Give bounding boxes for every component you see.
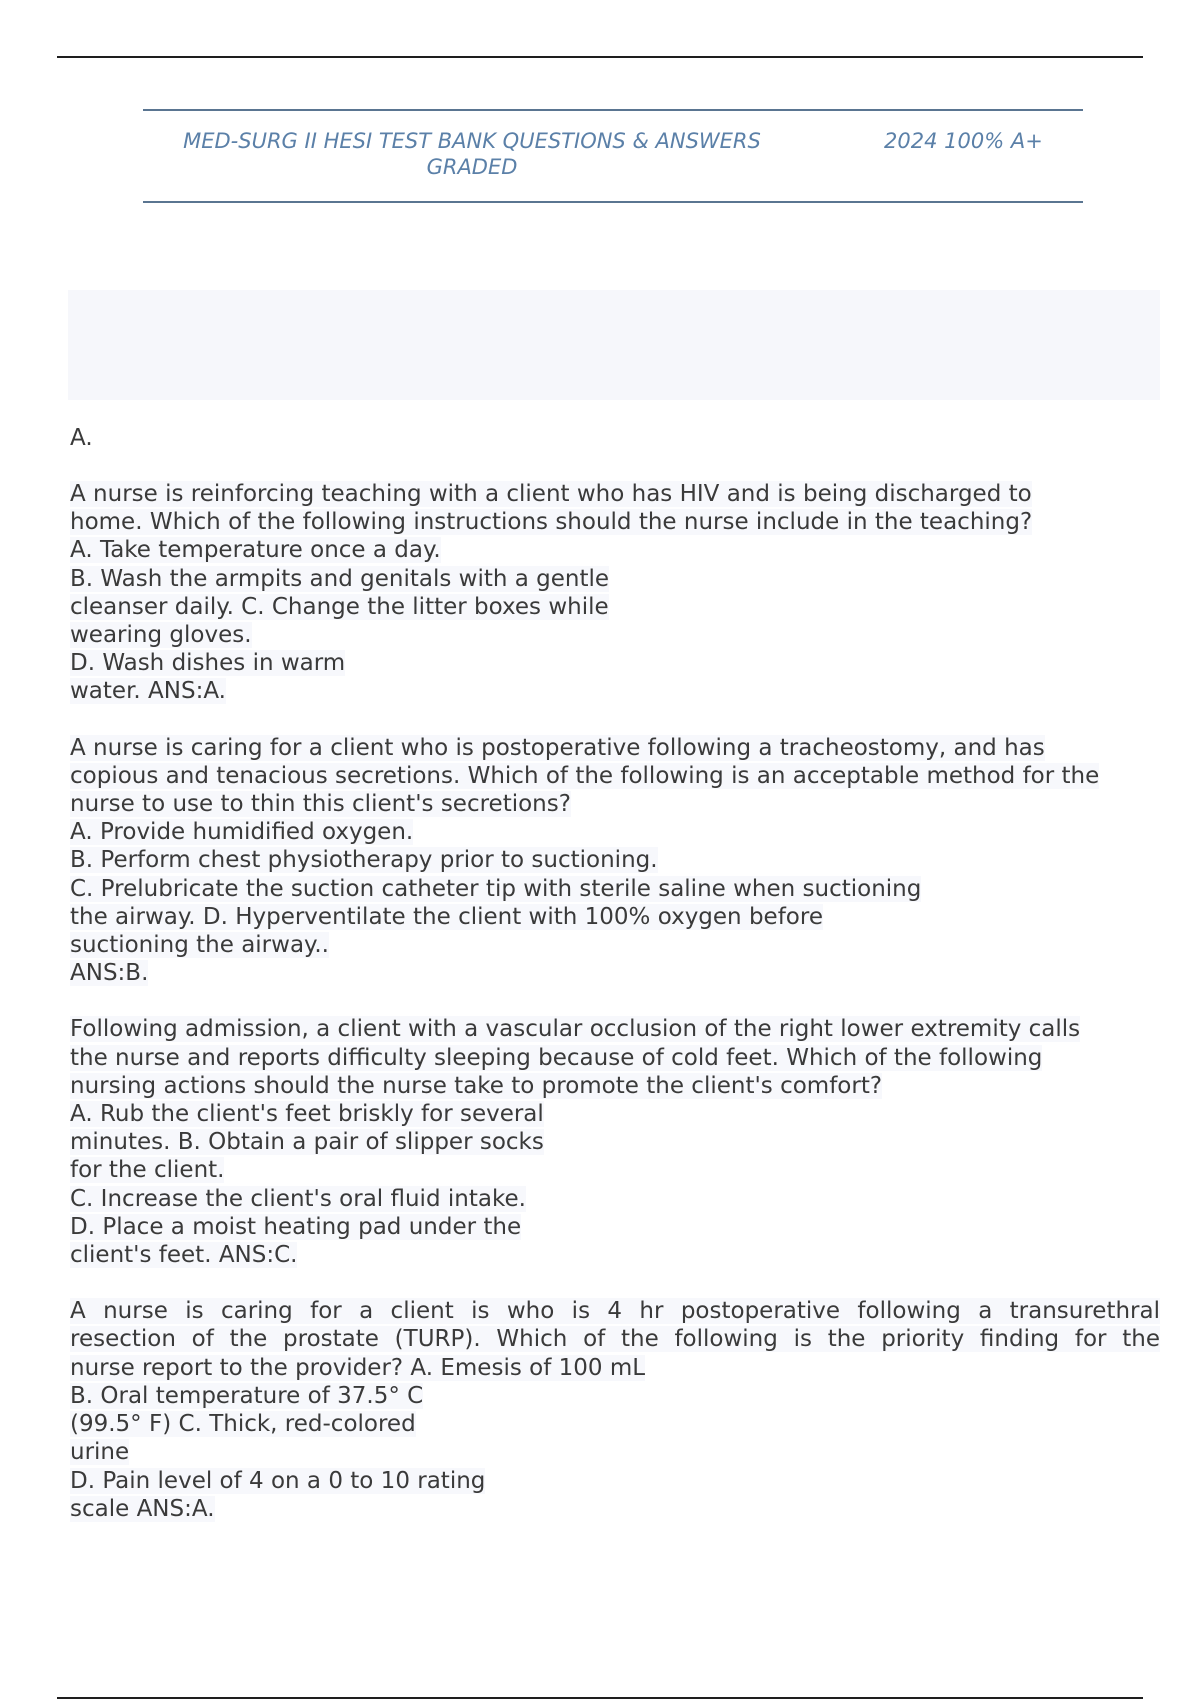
question-line: resection of the prostate (TURP). Which of the following is the priority finding for the [70,1326,1160,1353]
answer-option: cleanser daily. C. Change the litter boxes while [70,593,609,620]
answer-option: A. Rub the client's feet briskly for several [70,1101,544,1128]
answer-option: B. Wash the armpits and genitals with a gentle [70,565,610,592]
answer-option: urine [70,1439,130,1466]
answer-key: water. ANS:A. [70,678,226,705]
answer-option: C. Increase the client's oral fluid intake. [70,1185,526,1212]
question-line: the nurse and reports difficulty sleeping because of cold feet. Which of the following [70,1044,1043,1071]
question-line: A nurse is reinforcing teaching with a client who has HIV and is being discharged to [70,481,1032,507]
document-body [70,424,1160,1523]
question-4 [70,1297,1160,1523]
document-title-line-1: MED-SURG II HESI TEST BANK QUESTIONS & ANSWERS [183,129,761,153]
answer-option: the airway. D. Hyperventilate the client with 100% oxygen before [70,903,823,930]
answer-key: client's feet. ANS:C. [70,1242,298,1269]
shaded-banner [68,290,1160,400]
section-label: A. [70,425,93,451]
page-bottom-rule [57,1697,1143,1699]
answer-option: A. Provide humidified oxygen. [70,819,414,846]
answer-option: D. Pain level of 4 on a 0 to 10 rating [70,1467,486,1494]
answer-option: for the client. [70,1157,225,1184]
answer-option: A. Take temperature once a day. [70,537,441,564]
document-title-line-2: GRADED [426,155,518,179]
answer-option: suctioning the airway.. [70,932,329,959]
header-bottom-rule [143,201,1083,203]
question-line: nursing actions should the nurse take to promote the client's comfort? [70,1072,883,1099]
page-top-rule [57,56,1143,58]
question-2 [70,734,1160,988]
header-top-rule [143,109,1083,111]
answer-key: scale ANS:A. [70,1495,215,1522]
answer-option: B. Perform chest physiotherapy prior to suctioning. [70,847,658,874]
answer-option: (99.5° F) C. Thick, red-colored [70,1411,416,1438]
document-title [172,128,772,180]
answer-option: D. Place a moist heating pad under the [70,1213,522,1240]
question-line: nurse to use to thin this client's secretions? [70,791,571,818]
question-line: nurse report to the provider? A. Emesis of 100 mL [70,1354,646,1381]
question-line: A nurse is caring for a client who is postoperative following a tracheostomy, and has [70,734,1045,761]
answer-option: D. Wash dishes in warm [70,650,346,677]
answer-option: B. Oral temperature of 37.5° C [70,1382,424,1409]
question-1 [70,480,1160,706]
answer-key: ANS:B. [70,960,149,987]
question-line: A nurse is caring for a client is who is 4 hr postoperative following a transurethral [70,1298,1160,1325]
question-line: Following admission, a client with a vascular occlusion of the right lower extremity calls [70,1016,1081,1043]
answer-option: C. Prelubricate the suction catheter tip with sterile saline when suctioning [70,875,922,902]
question-3 [70,1015,1160,1269]
answer-option: wearing gloves. [70,622,252,649]
question-line: home. Which of the following instructions should the nurse include in the teaching? [70,509,1033,536]
document-grade: 2024 100% A+ [884,129,1043,153]
answer-option: minutes. B. Obtain a pair of slipper socks [70,1129,544,1156]
document-header [160,128,1065,180]
question-line: copious and tenacious secretions. Which of the following is an acceptable method for the [70,762,1100,789]
